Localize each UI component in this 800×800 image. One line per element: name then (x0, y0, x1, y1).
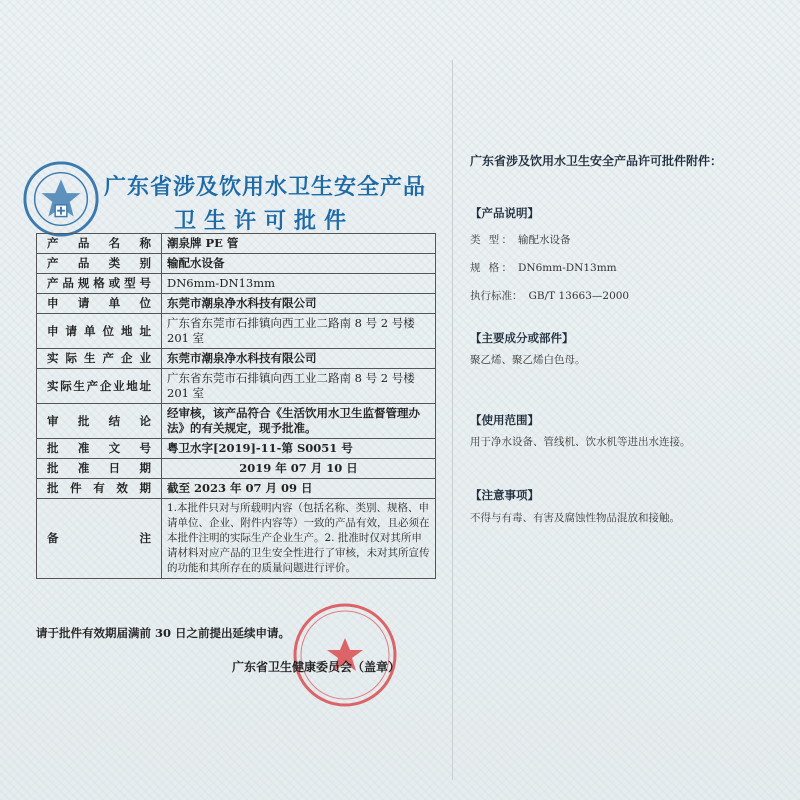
product-value: DN6mm-DN13mm (518, 262, 617, 274)
table-row (37, 439, 436, 459)
product-key: 规 格： (470, 262, 512, 274)
table-row (37, 314, 436, 349)
row-value: 广东省东莞市石排镇向西工业二路南 8 号 2 号楼 201 室 (162, 314, 436, 349)
issuing-authority: 广东省卫生健康委员会（盖章） (232, 660, 401, 674)
row-value: 1.本批件只对与所载明内容（包括名称、类别、规格、申请单位、企业、附件内容等）一致的产品有效，且必须在本批件注明的实际生产企业生产。2. 批准时仅对其所申请材料对应产品的卫生安全性进行了审核，未对其所宣传的功能和其所存在的质量问题进行评价。 (162, 499, 436, 579)
table-row (37, 254, 436, 274)
notes-heading: 【注意事项】 (470, 488, 539, 502)
row-label: 审批结论 (37, 404, 162, 439)
row-value: 东莞市潮泉净水科技有限公司 (162, 294, 436, 314)
scope-text: 用于净水设备、管线机、饮水机等进出水连接。 (470, 436, 691, 448)
row-label: 备注 (37, 499, 162, 579)
row-value: 潮泉牌 PE 管 (162, 234, 436, 254)
row-label: 批件有效期 (37, 479, 162, 499)
notes-text: 不得与有毒、有害及腐蚀性物品混放和接触。 (470, 512, 680, 524)
row-label: 批准日期 (37, 459, 162, 479)
table-row (37, 499, 436, 579)
table-row (37, 369, 436, 404)
product-value: 输配水设备 (518, 234, 571, 246)
components-heading: 【主要成分或部件】 (470, 331, 574, 345)
row-label: 实际生产企业地址 (37, 369, 162, 404)
table-row (37, 404, 436, 439)
product-key: 类 型： (470, 234, 512, 246)
product-heading: 【产品说明】 (470, 206, 539, 220)
renewal-note: 请于批件有效期届满前 30 日之前提出延续申请。 (36, 626, 291, 640)
row-label: 申请单位 (37, 294, 162, 314)
scope-heading: 【使用范围】 (470, 413, 539, 427)
row-label: 批准文号 (37, 439, 162, 459)
row-value: 经审核，该产品符合《生活饮用水卫生监督管理办法》的有关规定，现予批准。 (162, 404, 436, 439)
row-label: 实际生产企业 (37, 349, 162, 369)
document-subtitle: 卫生许可批件 (173, 208, 354, 234)
product-value: GB/T 13663—2000 (528, 290, 630, 302)
table-row (37, 349, 436, 369)
product-row (470, 232, 571, 247)
table-row (37, 234, 436, 254)
table-row (37, 479, 436, 499)
attachment-title: 广东省涉及饮用水卫生安全产品许可批件附件： (470, 154, 723, 168)
row-value: 广东省东莞市石排镇向西工业二路南 8 号 2 号楼 201 室 (162, 369, 436, 404)
document-title: 广东省涉及饮用水卫生安全产品 (104, 174, 427, 200)
row-value: 2019 年 07 月 10 日 (162, 459, 436, 479)
product-key: 执行标准： (470, 290, 523, 302)
row-label: 产品规格或型号 (37, 274, 162, 294)
row-value: 粤卫水字[2019]-11-第 S0051 号 (162, 439, 436, 459)
table-row (37, 274, 436, 294)
national-health-emblem-icon (22, 160, 100, 238)
row-value: DN6mm-DN13mm (162, 274, 436, 294)
row-label: 产品类别 (37, 254, 162, 274)
page-divider (452, 60, 453, 780)
row-value: 截至 2023 年 07 月 09 日 (162, 479, 436, 499)
row-label: 产品名称 (37, 234, 162, 254)
components-text: 聚乙烯、聚乙烯白色母。 (470, 354, 586, 366)
official-seal-icon (290, 600, 400, 710)
table-row (37, 294, 436, 314)
product-row (470, 260, 617, 275)
row-label: 申请单位地址 (37, 314, 162, 349)
license-table (36, 233, 436, 579)
product-row (470, 288, 629, 303)
row-value: 东莞市潮泉净水科技有限公司 (162, 349, 436, 369)
table-row (37, 459, 436, 479)
row-value: 输配水设备 (162, 254, 436, 274)
